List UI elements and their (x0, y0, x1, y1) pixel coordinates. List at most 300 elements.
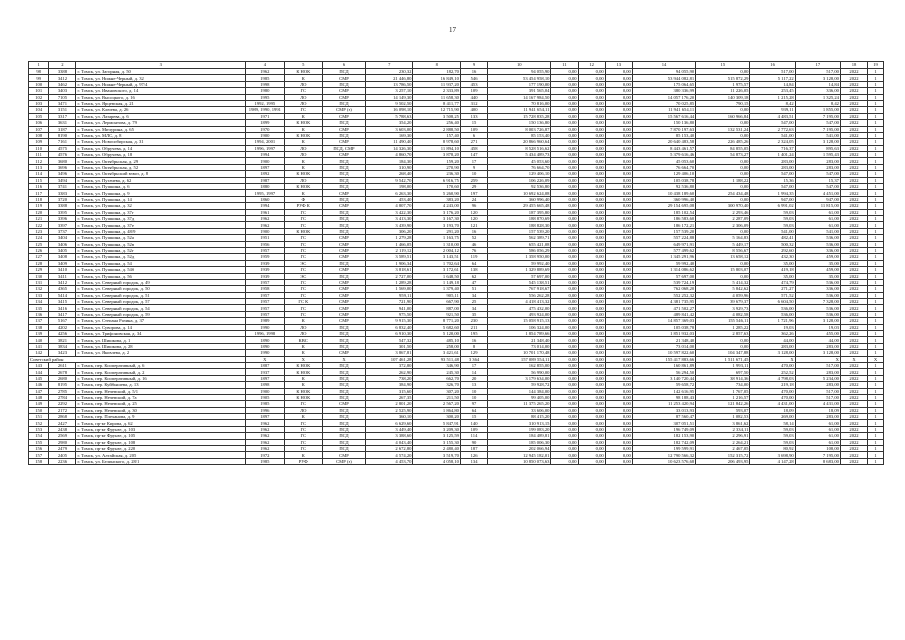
table-cell: 39 679,37 (696, 299, 750, 305)
table-cell: X (795, 356, 840, 362)
table-cell: 9 915,30 (365, 318, 413, 324)
table-cell: 0,00 (578, 222, 605, 228)
table-cell: 1962 (246, 420, 284, 426)
table-cell: 157 539,20 (488, 228, 551, 234)
table-cell: 1994, 2001 (246, 139, 284, 145)
table-cell: 10 (460, 388, 487, 394)
table-cell: 110 (29, 145, 49, 151)
table-cell: 2 480,40 (413, 446, 461, 452)
table-cell: 2 004,12 (413, 247, 461, 253)
table-cell: 2022 (840, 69, 867, 75)
table-cell: 56 294,50 (632, 369, 695, 375)
table-cell: К НОК (284, 228, 322, 234)
table-cell: 97 (460, 401, 487, 407)
table-cell: 360 996,40 (632, 196, 695, 202)
table-cell: г. Томск, ул. Пушкина, д. 6 (76, 184, 246, 190)
table-cell: 0,00 (605, 299, 632, 305)
table-cell: СМР (323, 75, 366, 81)
table-cell: 258,00 (413, 343, 461, 349)
table-cell: 0,00 (605, 241, 632, 247)
table-cell: 1 188,22 (696, 177, 750, 183)
table-cell: 1959 (246, 254, 284, 260)
table-cell: 150 (29, 407, 49, 413)
table-cell: 0,00 (551, 126, 578, 132)
table-cell: 6 629,60 (365, 420, 413, 426)
table-cell: 1 (868, 254, 884, 260)
table-cell: 0,00 (551, 324, 578, 330)
table-cell: 188 870,69 (488, 215, 551, 221)
table-cell: г. Томск, ул. Пушкина, д. 37г (76, 209, 246, 215)
table-cell: ПСД (323, 407, 366, 413)
table-cell: 975,50 (365, 311, 413, 317)
table-cell: 0,00 (578, 401, 605, 407)
table-cell: 15 567 616,44 (632, 113, 695, 119)
table-cell: 51 (460, 286, 487, 292)
table-cell: 547,00 (795, 171, 840, 177)
table-cell: 117 (29, 190, 49, 196)
table-cell: 157,40 (413, 132, 461, 138)
table-cell: 790,15 (696, 100, 750, 106)
table-cell: 517,00 (795, 394, 840, 400)
table-cell: 5 260,90 (413, 190, 461, 196)
table-cell: 13 786,50 (365, 81, 413, 87)
table-cell: 0,00 (551, 369, 578, 375)
table-cell: 577 499,62 (632, 247, 695, 253)
table-cell: 157 539,20 (632, 228, 695, 234)
table-cell: 291,20 (413, 228, 461, 234)
table-cell: К (284, 350, 322, 356)
table-cell: 0,00 (605, 184, 632, 190)
table-cell: 0,00 (605, 267, 632, 273)
table-cell: 0,00 (605, 235, 632, 241)
table-cell: ГС (284, 311, 322, 317)
table-cell: 4 431,00 (795, 401, 840, 407)
table-cell: ПСД (323, 69, 366, 75)
table-cell: 2022 (840, 120, 867, 126)
table-cell: 5 234,00 (795, 375, 840, 381)
table-cell: ПСД (323, 362, 366, 368)
table-cell: 1951 (246, 235, 284, 241)
table-cell: 92 536,80 (488, 184, 551, 190)
table-cell: 2022 (840, 196, 867, 202)
table-cell: 99 405,00 (488, 394, 551, 400)
table-cell: 0,00 (551, 113, 578, 119)
table-cell: 5 788,63 (365, 113, 413, 119)
table-cell: 103 (29, 100, 49, 106)
table-cell: 1 851 932,03 (632, 331, 695, 337)
table-cell: 160 966,84 (696, 113, 750, 119)
table-cell: 16 098,10 (365, 107, 413, 113)
table-cell: 11 815,00 (795, 203, 840, 209)
table-cell: 10 623 576,68 (632, 458, 695, 464)
table-cell: 10 597 822,60 (632, 350, 695, 356)
table-cell: 4 043,40 (365, 439, 413, 445)
table-cell: 0,00 (605, 356, 632, 362)
table-cell: 6 263,30 (365, 190, 413, 196)
table-cell: 2022 (840, 222, 867, 228)
table-cell: 135 (29, 305, 49, 311)
table-cell: 9 502,50 (365, 100, 413, 106)
table-cell: 3631 (49, 120, 76, 126)
table-cell: 21 348,40 (488, 337, 551, 343)
table-cell: 536,00 (795, 292, 840, 298)
table-cell: г. Томск, ул. Нижне-Черный, д. 97/4 (76, 81, 246, 87)
table-cell: ПСД (323, 414, 366, 420)
table-cell: 0,00 (551, 203, 578, 209)
table-cell: 1 (868, 215, 884, 221)
table-cell: 301,50 (365, 343, 413, 349)
table-cell: 17 (460, 362, 487, 368)
table-cell: 270,90 (413, 164, 461, 170)
table-cell: 2022 (840, 388, 867, 394)
table-cell: 2022 (840, 235, 867, 241)
column-number: 11 (551, 62, 578, 69)
table-cell: 3 257,10 (365, 88, 413, 94)
table-cell: г. Томск, пер. Нечевский, д. 7а (76, 394, 246, 400)
table-cell: 1 (868, 267, 884, 273)
table-cell: 2 334,11 (696, 426, 750, 432)
table-cell: 271,27 (750, 286, 795, 292)
table-cell: 4 807,70 (365, 203, 413, 209)
table-cell: К (284, 190, 322, 196)
table-cell: ПСД (323, 184, 366, 190)
table-cell: ЛО (284, 331, 322, 337)
table-cell: 7 195,00 (795, 113, 840, 119)
table-cell: 1958 (246, 286, 284, 292)
table-cell: 1900 (246, 158, 284, 164)
table-cell: 536,00 (750, 305, 795, 311)
table-cell: 1 702,64 (413, 260, 461, 266)
table-cell: 0,00 (578, 254, 605, 260)
table-cell: 2022 (840, 433, 867, 439)
table-cell: 133 (29, 292, 49, 298)
table-cell: 1 (868, 331, 884, 337)
table-cell: 10 701 170,48 (488, 350, 551, 356)
table-cell: 102 (29, 94, 49, 100)
table-cell: 76 (460, 247, 487, 253)
table-cell: 1890 (246, 343, 284, 349)
table-cell: 4 058,10 (413, 458, 461, 464)
table-cell: 1 (868, 318, 884, 324)
table-cell: 0,00 (578, 215, 605, 221)
table-cell: 432,30 (750, 254, 795, 260)
table-cell: 0,00 (578, 279, 605, 285)
table-cell: 259 (460, 177, 487, 183)
table-cell: СМР (323, 279, 366, 285)
table-cell: 98 (29, 69, 49, 75)
table-cell: 59,03 (750, 433, 795, 439)
table-cell: г. Томск, ул. Шишкова, д. 28 (76, 343, 246, 349)
table-cell: 3411 (49, 273, 76, 279)
table-cell: 2022 (840, 439, 867, 445)
table-cell: 3 209,30 (413, 426, 461, 432)
table-cell: г. Томск, ул. Пушкина, д. 37д (76, 215, 246, 221)
table-body (29, 62, 884, 465)
table-cell: 0,00 (578, 394, 605, 400)
table-cell: 2680 (49, 375, 76, 381)
table-cell: 35,00 (750, 273, 795, 279)
table-cell: ГС (284, 222, 322, 228)
table-cell: 1 (868, 209, 884, 215)
table-cell: ЛО (284, 152, 322, 158)
table-cell: 0,00 (578, 273, 605, 279)
table-cell: 29 455 665,48 (488, 203, 551, 209)
table-cell: ПСД (323, 228, 366, 234)
table-cell: 4 453,70 (365, 458, 413, 464)
table-cell: 0,00 (605, 126, 632, 132)
table-cell: 159,20 (413, 158, 461, 164)
table-cell: СМР (323, 311, 366, 317)
table-cell: 362,26 (750, 331, 795, 337)
table-cell: 93 511,48 (413, 356, 461, 362)
table-cell: 2022 (840, 369, 867, 375)
table-cell: 59 992,40 (488, 260, 551, 266)
table-cell: 2022 (840, 254, 867, 260)
table-cell: 0,00 (605, 190, 632, 196)
table-cell: 0,00 (605, 120, 632, 126)
table-cell: 85 153,40 (488, 132, 551, 138)
table-cell: г. Томск, ул. Октябрьская, д. 52 (76, 164, 246, 170)
table-cell: Ф (284, 196, 322, 202)
table-cell: К НОК (284, 388, 322, 394)
table-cell: 0,00 (551, 299, 578, 305)
table-cell: 2022 (840, 446, 867, 452)
table-cell: 2 525,90 (365, 407, 413, 413)
table-cell: 7 195,00 (795, 126, 840, 132)
table-cell: 1962 (246, 222, 284, 228)
table-cell: 292,60 (750, 247, 795, 253)
table-cell: 1 (868, 132, 884, 138)
table-cell: г. Томск, ул. Пушкина, д. 54 (76, 260, 246, 266)
table-cell: 59 992,40 (632, 260, 695, 266)
table-cell: 2022 (840, 401, 867, 407)
table-cell: 131 (29, 279, 49, 285)
table-cell: 155 417 883,66 (632, 356, 695, 362)
table-cell: 517,00 (795, 388, 840, 394)
table-cell: 0,00 (551, 407, 578, 413)
table-cell: 182 742,09 (632, 439, 695, 445)
table-cell: 3 698,90 (750, 452, 795, 458)
table-cell: 109 (460, 426, 487, 432)
table-cell: 1 (868, 350, 884, 356)
table-cell: 2 324,05 (750, 139, 795, 145)
table-cell: 186 172,21 (632, 222, 695, 228)
table-cell: 546 (460, 75, 487, 81)
table-cell: 1 (868, 420, 884, 426)
table-cell: 142 616,95 (632, 388, 695, 394)
table-cell: 6 (460, 132, 487, 138)
table-cell: 105 038,78 (632, 177, 695, 183)
table-cell: 721,90 (365, 299, 413, 305)
table-cell: 310 913,15 (488, 420, 551, 426)
table-cell: 2022 (840, 279, 867, 285)
table-cell: 184 489,81 (488, 433, 551, 439)
table-cell: г. Томск, пер. Плеханова, д. 9 (76, 414, 246, 420)
table-cell: 1 (868, 164, 884, 170)
table-cell: 3 128,00 (795, 350, 840, 356)
table-cell: 1 082,53 (696, 414, 750, 420)
table-cell: 489 841,42 (632, 311, 695, 317)
table-cell: 0,00 (605, 75, 632, 81)
table-cell: 545 138,51 (488, 279, 551, 285)
table-cell: г. Томск, пр-кт Фрунзе, д. 220 (76, 446, 246, 452)
table-cell: 474,79 (750, 279, 795, 285)
table-cell: 5 117,22 (750, 75, 795, 81)
table-cell: К НОК (284, 369, 322, 375)
table-cell: 283,00 (750, 158, 795, 164)
table-cell: 0,00 (605, 414, 632, 420)
table-cell: 1 215,28 (750, 94, 795, 100)
table-cell: 10 438 189,60 (632, 190, 695, 196)
table-cell: 90 (460, 439, 487, 445)
table-cell: 206 493,95 (696, 458, 750, 464)
table-cell: СМР (323, 247, 366, 253)
table-cell: 1 975,57 (696, 81, 750, 87)
table-cell: 54 873,27 (696, 152, 750, 158)
table-cell: 1998 (246, 81, 284, 87)
table-cell: 1 466,05 (365, 241, 413, 247)
table-cell: ПСД (323, 388, 366, 394)
table-cell: 3410 (49, 267, 76, 273)
table-cell: 1 (868, 452, 884, 458)
table-cell: 3395 (49, 209, 76, 215)
table-cell: 1 (868, 228, 884, 234)
table-cell: СМР (323, 113, 366, 119)
table-cell: 310,90 (365, 164, 413, 170)
table-cell: 4 483,51 (750, 113, 795, 119)
table-cell: 7 328,00 (795, 299, 840, 305)
table-cell: 121 (460, 222, 487, 228)
table-cell: 11 490,40 (365, 139, 413, 145)
table-cell: 61,00 (795, 209, 840, 215)
column-number: 16 (750, 62, 795, 69)
table-cell: 107 (29, 126, 49, 132)
table-cell: 0,00 (605, 88, 632, 94)
table-cell: 269,00 (750, 414, 795, 420)
table-cell: г. Томск, ул. Белинского, д. 28/1 (76, 458, 246, 464)
table-cell: 1962 (246, 426, 284, 432)
table-cell: 0,00 (605, 401, 632, 407)
table-cell: 2 727,00 (365, 273, 413, 279)
table-cell: 0,00 (605, 382, 632, 388)
table-cell: ПСД (323, 209, 366, 215)
table-cell: К (284, 75, 322, 81)
table-cell: 0,00 (551, 375, 578, 381)
table-cell: 1 595,43 (795, 152, 840, 158)
table-cell: 1985 (246, 401, 284, 407)
table-cell: ГС (284, 107, 322, 113)
table-cell: 400 (460, 107, 487, 113)
table-cell: 2 801,20 (365, 401, 413, 407)
table-cell: 2678 (49, 369, 76, 375)
table-cell: X (246, 356, 284, 362)
table-cell: 1 216,57 (696, 394, 750, 400)
table-cell: ЛО (284, 407, 322, 413)
table-cell: 252,52 (750, 369, 795, 375)
table-cell: 126 (460, 452, 487, 458)
table-cell: К НОК (284, 69, 322, 75)
table-cell: 185 102,54 (632, 209, 695, 215)
table-cell: г. Томск, ул. Северный городок, д. 57 (76, 299, 246, 305)
table-cell: 20 866 960,64 (488, 139, 551, 145)
table-cell: 1 279,28 (365, 235, 413, 241)
table-cell: 1 864,80 (413, 407, 461, 413)
table-cell: 0,00 (551, 132, 578, 138)
table-cell: 697,50 (696, 369, 750, 375)
table-cell: 144 384,00 (488, 388, 551, 394)
table-cell: 0,00 (605, 215, 632, 221)
table-cell: 129 406,10 (632, 171, 695, 177)
table-cell: г. Томск, пр-кт Фрунзе, д. 108 (76, 439, 246, 445)
table-cell: г. Томск, ул. Яковлева, д. 2 (76, 350, 246, 356)
table-cell: 3 878,20 (413, 152, 461, 158)
table-cell: 4 082,58 (696, 311, 750, 317)
table-cell: 1 (868, 120, 884, 126)
table-cell: 17 (460, 158, 487, 164)
table-cell: ГС (284, 254, 322, 260)
table-cell: 1939 (246, 273, 284, 279)
table-cell: 541,00 (795, 132, 840, 138)
table-cell: 0,00 (578, 375, 605, 381)
table-cell: 1939 (246, 267, 284, 273)
table-cell: 2 567,20 (413, 401, 461, 407)
table-cell: ГС (284, 235, 322, 241)
table-cell: 80,92 (750, 446, 795, 452)
table-cell: 5 164,83 (696, 235, 750, 241)
table-cell: г. Томск, ул. Северный городок, д. 50 (76, 286, 246, 292)
table-cell: 76 664,70 (632, 164, 695, 170)
table-cell: 3 128,00 (750, 350, 795, 356)
table-cell: 1957 (246, 279, 284, 285)
table-cell: 3494 (49, 177, 76, 183)
table-cell: 2022 (840, 426, 867, 432)
table-cell: 1 (868, 292, 884, 298)
table-cell: 0,00 (578, 241, 605, 247)
table-cell: 156 (29, 446, 49, 452)
table-cell: 2236 (49, 458, 76, 464)
table-cell: 905,11 (413, 292, 461, 298)
table-cell: 0,00 (605, 331, 632, 337)
table-cell: 0,00 (578, 203, 605, 209)
table-cell: ЛО (284, 145, 322, 151)
table-cell: 12 790 566,32 (632, 452, 695, 458)
table-cell: 738,20 (365, 375, 413, 381)
table-cell: 196 749,09 (632, 426, 695, 432)
table-cell: 106 226,09 (488, 177, 551, 183)
table-cell: 1994 (246, 152, 284, 158)
table-cell: г. Томск, ул. Пушкина, д. 37е (76, 222, 246, 228)
table-cell: 1 (868, 433, 884, 439)
table-cell: 11 375 265,20 (488, 401, 551, 407)
table-cell: г. Томск, пр-кт Кирова, д. 62 (76, 420, 246, 426)
table-cell: X (868, 356, 884, 362)
table-cell: 0,00 (696, 164, 750, 170)
table-cell: г. Томск, ул. Ярцевская, д. 21 (76, 100, 246, 106)
table-cell: 61,00 (795, 426, 840, 432)
table-cell: 1898 (246, 382, 284, 388)
table-cell: 1 (868, 190, 884, 196)
table-cell: 94 055,90 (632, 69, 695, 75)
table-cell: К НОК (284, 171, 322, 177)
table-cell: 2022 (840, 305, 867, 311)
table-cell: 2022 (840, 75, 867, 81)
table-cell: 121 (29, 215, 49, 221)
table-cell: 13 658,12 (696, 254, 750, 260)
table-cell: 1957 (246, 299, 284, 305)
table-cell: 45 053,60 (488, 158, 551, 164)
table-cell: 144 (29, 369, 49, 375)
table-cell: 541,00 (795, 228, 840, 234)
